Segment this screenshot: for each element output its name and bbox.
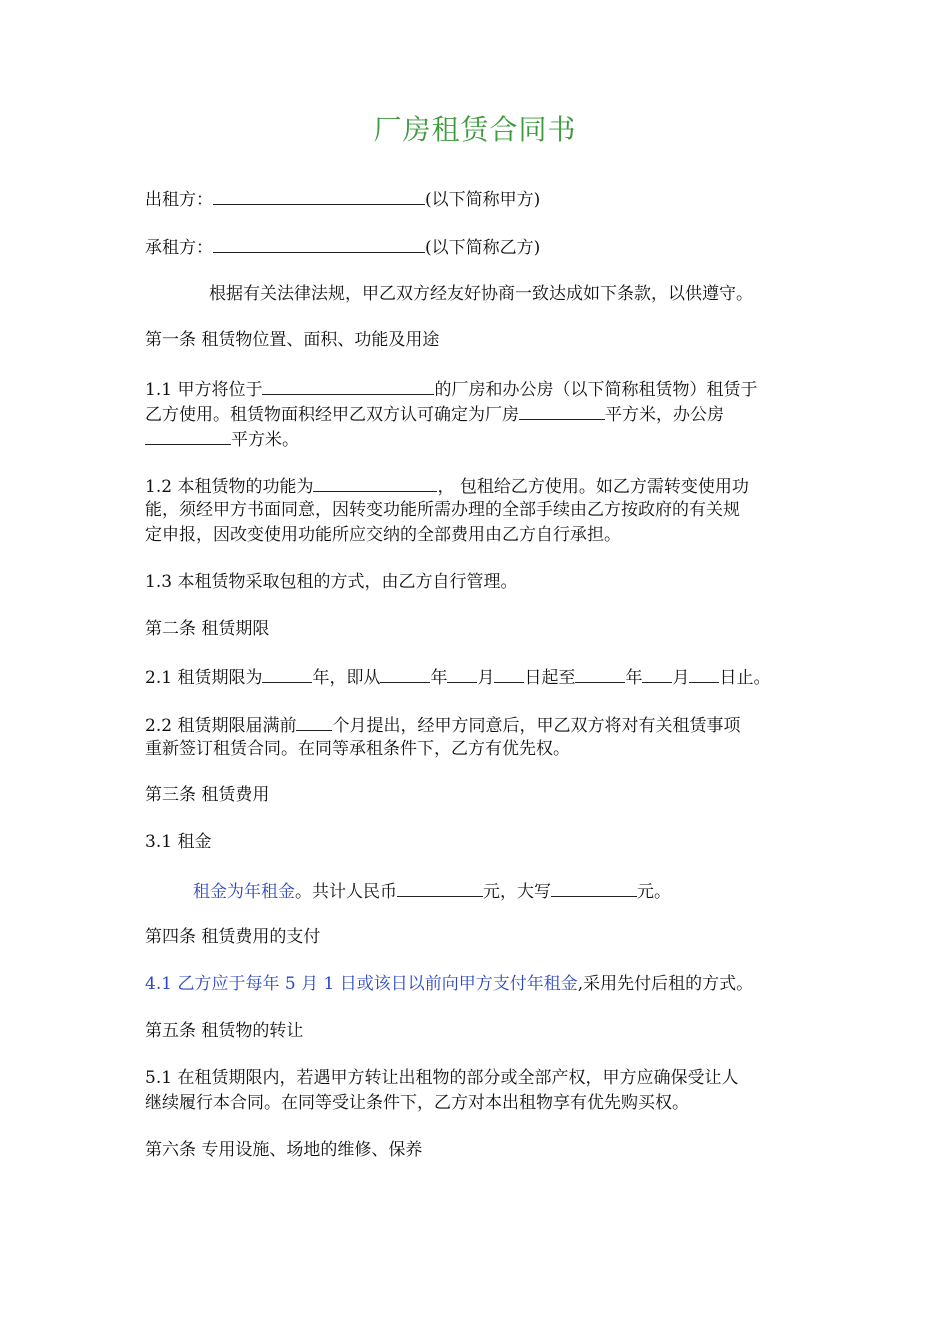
function-blank: [313, 473, 437, 492]
rent-text: 元。: [637, 882, 671, 902]
lessor-name-blank: [213, 186, 425, 205]
clause-1-1-text: 的厂房和办公房（以下简称租赁物）租赁于: [434, 380, 758, 400]
clause-2-1: [145, 664, 810, 691]
clause-1-1-line1: [145, 376, 810, 403]
clause-3-1: 3.1 租金: [145, 832, 212, 852]
clause-2-1-text: 月: [672, 668, 690, 688]
clause-1-1-text: 平方米。: [231, 430, 299, 450]
rent-amount-line: [145, 878, 810, 905]
lessee-suffix: (以下简称乙方): [425, 238, 541, 258]
lessee-label: 承租方：: [145, 238, 213, 258]
clause-1-2-text: 1.2 本租赁物的功能为: [145, 477, 314, 497]
end-month-blank: [642, 664, 672, 683]
payment-deadline-text: 乙方应于每年 5 月 1 日或该日以前向甲方支付年租金: [177, 974, 578, 994]
article6-heading: 第六条 专用设施、场地的维修、保养: [145, 1140, 423, 1160]
rent-words-blank: [551, 878, 637, 897]
clause-2-2-line2: 重新签订租赁合同。在同等承租条件下，乙方有优先权。: [145, 739, 570, 759]
start-day-blank: [494, 664, 524, 683]
article1-heading: 第一条 租赁物位置、面积、功能及用途: [145, 330, 440, 350]
article3-heading: 第三条 租赁费用: [145, 785, 270, 805]
clause-2-1-text: 日起至: [524, 668, 576, 688]
article2-heading: 第二条 租赁期限: [145, 619, 270, 639]
lessee-line: [145, 234, 810, 261]
clause-4-1-text: ,采用先付后租的方式。: [577, 974, 754, 994]
clause-1-2-line3: 定申报，因改变使用功能所应交纳的全部费用由乙方自行承担。: [145, 525, 621, 545]
office-area-blank: [145, 426, 231, 445]
clause-2-1-text: 年: [625, 668, 643, 688]
location-blank: [262, 376, 434, 395]
clause-2-2-line1: [145, 712, 810, 739]
clause-1-1-text: 平方米，办公房: [605, 405, 724, 425]
start-year-blank: [380, 664, 430, 683]
clause-1-1-line2: [145, 401, 810, 428]
end-day-blank: [689, 664, 719, 683]
clause-5-1-line2: 继续履行本合同。在同等受让条件下，乙方对本出租物享有优先购买权。: [145, 1093, 689, 1113]
clause-1-2-line2: 能，须经甲方书面同意，因转变功能所需办理的全部手续由乙方按政府的有关规: [145, 500, 740, 520]
end-year-blank: [575, 664, 625, 683]
clause-4-1: [145, 972, 810, 997]
lessee-name-blank: [213, 234, 425, 253]
rent-figure-blank: [397, 878, 483, 897]
clause-5-1-line1: 5.1 在租赁期限内，若遇甲方转让出租物的部分或全部产权，甲方应确保受让人: [145, 1068, 739, 1088]
lessor-label: 出租方：: [145, 190, 213, 210]
article5-heading: 第五条 租赁物的转让: [145, 1021, 304, 1041]
clause-1-1-text: 1.1 甲方将位于: [145, 380, 263, 400]
clause-2-1-text: 2.1 租赁期限为: [145, 668, 263, 688]
rent-type-text: 租金为年租金: [193, 882, 295, 902]
clause-2-2-text: 2.2 租赁期限届满前: [145, 716, 297, 736]
clause-2-1-text: 年: [430, 668, 448, 688]
lessor-line: [145, 186, 810, 213]
rent-text: 。共计人民币: [295, 882, 397, 902]
clause-1-3: 1.3 本租赁物采取包租的方式，由乙方自行管理。: [145, 572, 518, 592]
term-years-blank: [262, 664, 312, 683]
lessor-suffix: (以下简称甲方): [425, 190, 541, 210]
clause-1-2-line1: [145, 473, 810, 500]
clause-2-1-text: 日止。: [719, 668, 771, 688]
clause-1-1-line3: [145, 426, 810, 453]
article4-heading: 第四条 租赁费用的支付: [145, 927, 321, 947]
clause-4-1-number: 4.1: [145, 974, 178, 994]
preamble: 根据有关法律法规，甲乙双方经友好协商一致达成如下条款，以供遵守。: [209, 284, 753, 304]
clause-1-1-text: 乙方使用。租赁物面积经甲乙双方认可确定为厂房: [145, 405, 519, 425]
clause-2-1-text: 月: [477, 668, 495, 688]
start-month-blank: [447, 664, 477, 683]
clause-2-1-text: 年，即从: [312, 668, 381, 688]
document-title: 厂房租赁合同书: [373, 113, 577, 146]
factory-area-blank: [519, 401, 605, 420]
clause-1-2-text: ， 包租给乙方使用。如乙方需转变使用功: [437, 477, 749, 497]
notice-months-blank: [296, 712, 332, 731]
rent-text: 元，大写: [483, 882, 551, 902]
clause-2-2-text: 个月提出，经甲方同意后，甲乙双方将对有关租赁事项: [332, 716, 741, 736]
